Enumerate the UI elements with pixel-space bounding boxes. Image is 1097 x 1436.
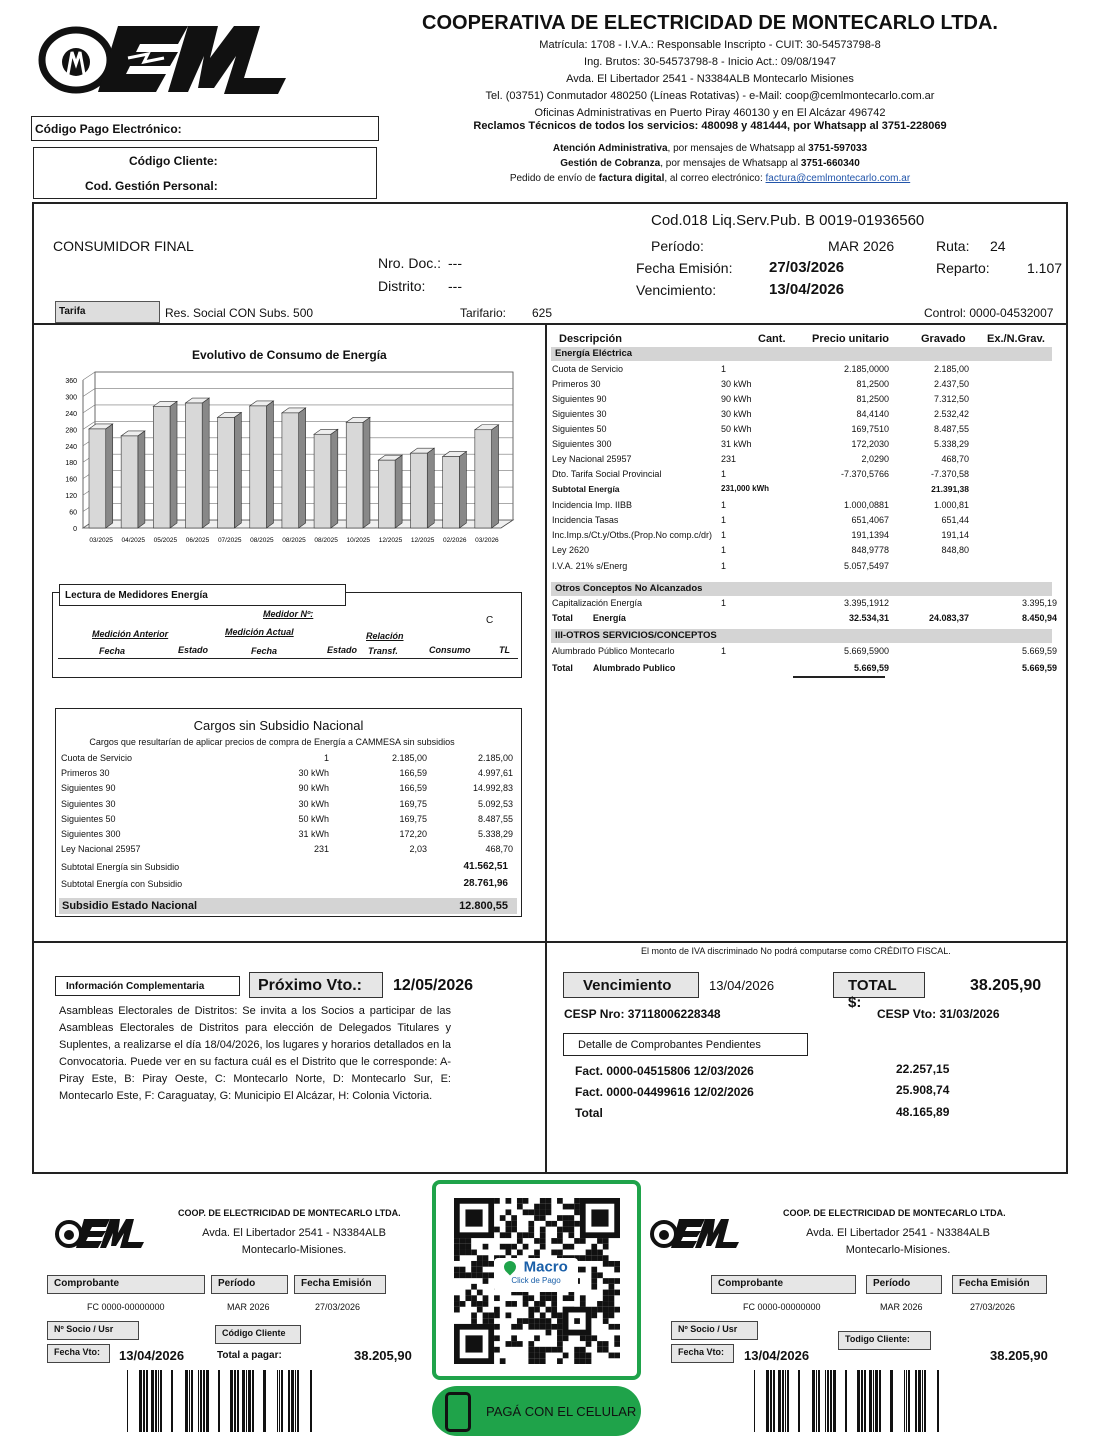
subsidio-cell: 5.092,53: [477, 798, 513, 809]
medidor-label: Medidor Nº:: [263, 609, 314, 619]
venc-box-value: 13/04/2026: [709, 978, 775, 993]
y-tick-label: 300: [65, 394, 77, 402]
stub-em: 27/03/2026: [315, 1302, 361, 1312]
subsidio-row: [61, 783, 513, 798]
detail-header: Gravado: [921, 333, 966, 345]
y-tick-label: 180: [65, 460, 77, 468]
pend-2-amount: 25.908,74: [896, 1083, 950, 1097]
prox-vto-value: 12/05/2026: [393, 977, 474, 994]
detail-cell: 1: [721, 530, 727, 541]
estado-value: 12.800,55: [459, 900, 508, 912]
detail-cell: 5.669,59: [1021, 663, 1057, 673]
detail-cell: 5.338,29: [933, 439, 969, 449]
macro-sub: Click de Pago: [511, 1276, 561, 1285]
detail-cell: 2,0290: [861, 454, 889, 464]
stub-name: COOP. DE ELECTRICIDAD DE MONTECARLO LTDA.: [178, 1208, 401, 1218]
iva-note: El monto de IVA discriminado No podrá computarse como CRÉDITO FISCAL.: [641, 946, 951, 956]
subsidio-cell: Siguientes 90: [61, 783, 116, 794]
tarifario-label: Tarifario:: [460, 306, 507, 320]
detail-header: Descripción: [559, 333, 622, 345]
detail-cell: 90 kWh: [721, 394, 752, 404]
barcode: [121, 1370, 313, 1432]
subsidio-cell: 166,59: [399, 783, 427, 794]
stub-logo-right: [649, 1215, 741, 1256]
subsidio-cell: Ley Nacional 25957: [61, 844, 141, 855]
periodo-value: MAR 2026: [828, 238, 895, 254]
ruta-label: Ruta:: [936, 238, 970, 254]
detail-cell: 2.185,00: [933, 364, 969, 374]
pedido-line: Pedido de envío de factura digital, al correo electrónico: factura@cemlmontecarlo.com.ar: [509, 173, 911, 184]
detail-cell: 848,80: [941, 545, 969, 556]
detail-cell: 1: [721, 545, 727, 556]
detail-cell: 1: [721, 646, 727, 656]
detail-cell: -7.370,58: [930, 469, 969, 479]
bar: [153, 401, 177, 528]
actual-label: Medición Actual: [225, 627, 294, 637]
detail-cell: 169,7510: [851, 424, 889, 434]
macro-brand: Macro: [523, 1258, 568, 1276]
stub-vto-right: 13/04/2026: [744, 1348, 810, 1363]
y-tick-label: 160: [65, 476, 77, 484]
detail-cell: Ley 2620: [552, 545, 590, 556]
total-energia-label: Total Energía: [552, 613, 626, 623]
consumption-chart: [55, 368, 515, 553]
detail-cell: 7.312,50: [933, 394, 969, 404]
subsidio-cell: Siguientes 300: [61, 829, 121, 839]
detail-cell: 1.000,81: [933, 499, 969, 510]
codigo-pago-box: Código Pago Electrónico:: [31, 116, 379, 141]
x-tick-label: 05/2025: [153, 537, 178, 544]
venc-box-label: Vencimiento: [563, 972, 699, 998]
detail-cell: 231,000 kWh: [721, 483, 770, 493]
detail-cell: Subtotal Energía: [552, 483, 620, 494]
detail-cell: Dto. Tarifa Social Provincial: [552, 469, 662, 479]
detail-cell: 651,4067: [851, 514, 889, 525]
sin-label: Subtotal Energía sin Subsidio: [61, 862, 180, 872]
subsidio-row: [61, 844, 513, 859]
email-link[interactable]: factura@cemlmontecarlo.com.ar: [765, 173, 911, 184]
subsidio-cell: 31 kWh: [298, 829, 329, 839]
subsidio-box: [55, 708, 522, 917]
stub-comp-right: FC 0000-00000000: [743, 1302, 821, 1312]
info-label: Información Complementaria: [55, 976, 240, 996]
detail-cell: 651,44: [941, 514, 969, 525]
detail-cell: 84,4140: [856, 409, 889, 419]
subsidio-cell: 169,75: [399, 798, 427, 809]
company-logo: [38, 18, 290, 100]
x-tick-label: 07/2025: [217, 537, 242, 544]
invoice-code: Cod.018 Liq.Serv.Pub. B 0019-01936560: [651, 212, 925, 229]
detail-cell: 32.534,31: [848, 613, 889, 623]
meter-col: Estado: [178, 645, 209, 655]
meter-c: C: [486, 615, 494, 626]
subsidio-title: Cargos sin Subsidio Nacional: [193, 718, 364, 733]
detail-header: Ex./N.Grav.: [987, 333, 1045, 345]
detail-cell: 81,2500: [856, 379, 889, 389]
stub-per: MAR 2026: [227, 1302, 270, 1312]
codigo-cliente-label: Código Cliente:: [129, 154, 218, 168]
detail-cell: Cuota de Servicio: [552, 364, 624, 374]
stub-em-label-right: Fecha Emisión: [952, 1275, 1047, 1294]
cobranza-line: Gestión de Cobranza, por mensajes de Whatsapp al 3751-660340: [560, 158, 860, 169]
atencion-line: Atención Administrativa, por mensajes de Whatsapp al 3751-597033: [552, 143, 868, 154]
subsidio-cell: 231: [313, 844, 329, 855]
detail-cell: 5.669,5900: [843, 646, 889, 656]
nro-doc-label: Nro. Doc.:: [378, 255, 442, 271]
detail-cell: -7.370,5766: [840, 469, 889, 479]
subsidio-row: [61, 829, 513, 844]
x-tick-label: 08/2025: [250, 537, 274, 544]
subsidio-cell: Primeros 30: [61, 768, 110, 779]
con-value: 28.761,96: [463, 878, 508, 889]
pend-2: Fact. 0000-04499616 12/02/2026: [575, 1085, 754, 1099]
detail-cell: Inc.Imp.s/Ct.y/Otbs.(Prop.No comp.c/dr): [552, 530, 713, 541]
stub-per-label-right: Período: [866, 1275, 942, 1294]
detail-cell: 172,2030: [851, 439, 889, 449]
meter-col: TL: [499, 645, 510, 655]
subsidio-cell: 30 kWh: [298, 768, 329, 779]
meter-col: Fecha: [251, 646, 278, 656]
detail-cell: 81,2500: [856, 394, 889, 404]
detalle-label: Detalle de Comprobantes Pendientes: [563, 1033, 808, 1056]
stub-name-right: COOP. DE ELECTRICIDAD DE MONTECARLO LTDA.: [783, 1208, 1006, 1218]
consumidor: CONSUMIDOR FINAL: [53, 238, 194, 254]
x-tick-label: 08/2025: [314, 537, 338, 544]
bar: [443, 451, 467, 528]
company-name: COOPERATIVA DE ELECTRICIDAD DE MONTECARLO LTDA.: [422, 12, 998, 34]
bar: [250, 401, 274, 528]
detail-cell: 8.487,55: [933, 424, 969, 434]
detail-cell: 30 kWh: [721, 379, 752, 389]
detail-cell: 1: [721, 499, 727, 510]
stub-comp: FC 0000-00000000: [87, 1302, 165, 1312]
subsidio-cell: Siguientes 50: [61, 813, 116, 824]
subsidio-cell: 1: [323, 753, 329, 763]
detail-table: [549, 332, 1059, 682]
x-tick-label: 10/2025: [346, 537, 371, 544]
company-line: Matrícula: 1708 - I.V.A.: Responsable Inscripto - CUIT: 30-54573798-8: [539, 39, 881, 51]
meter-col: Fecha: [99, 646, 126, 656]
detail-cell: 1: [721, 469, 727, 479]
meter-col: Transf.: [368, 646, 398, 656]
detail-cell: Alumbrado Público Montecarlo: [552, 646, 675, 656]
bar: [185, 398, 209, 528]
stub-addr-right: Avda. El Libertador 2541 - N3384ALB Montecarlo-Misiones.: [806, 1227, 990, 1256]
y-tick-label: 0: [73, 526, 77, 533]
detail-cell: Siguientes 30: [552, 409, 607, 419]
emision-value: 27/03/2026: [769, 259, 845, 276]
anterior-label: Medición Anterior: [92, 629, 169, 639]
relacion-label: Relación: [366, 631, 404, 641]
bar: [378, 455, 402, 528]
subsidio-cell: 2,03: [409, 844, 427, 855]
x-tick-label: 08/2025: [282, 537, 306, 544]
stub-total: 38.205,90: [354, 1348, 412, 1363]
subsidio-cell: 50 kWh: [298, 813, 329, 824]
y-tick-label: 280: [65, 427, 77, 435]
detail-cell: 3.395,1912: [843, 598, 889, 608]
detail-cell: 1.000,0881: [843, 499, 889, 510]
subsidio-cell: 169,75: [399, 813, 427, 824]
tarifa-value: Res. Social CON Subs. 500: [165, 306, 314, 320]
venc-value: 13/04/2026: [769, 281, 845, 298]
stub-per-right: MAR 2026: [880, 1302, 923, 1312]
bar: [346, 417, 370, 528]
prox-vto-label: Próximo Vto.:: [249, 972, 383, 998]
total-value: 38.205,90: [970, 977, 1042, 994]
detail-cell: 468,70: [941, 454, 969, 464]
section-energia: Energía Eléctrica: [551, 347, 1052, 361]
bar: [121, 431, 145, 528]
bar: [475, 425, 499, 528]
subsidio-cell: 2.185,00: [477, 753, 513, 763]
phone-icon: [445, 1392, 471, 1432]
x-tick-label: 04/2025: [121, 537, 145, 544]
x-tick-label: 02/2026: [443, 537, 467, 544]
detail-cell: 1: [721, 598, 727, 608]
detail-cell: Capitalización Energía: [552, 598, 643, 608]
macro-pin-icon: [502, 1258, 519, 1275]
detail-cell: 8.450,94: [1021, 613, 1057, 623]
subsidio-cell: 4.997,61: [477, 768, 513, 779]
nro-doc-value: ---: [448, 255, 462, 271]
subsidio-cell: 5.338,29: [477, 829, 513, 839]
subsidio-cell: 14.992,83: [472, 783, 513, 794]
detail-cell: Siguientes 90: [552, 394, 607, 404]
pend-total-label: Total: [575, 1106, 603, 1120]
chart-title: Evolutivo de Consumo de Energía: [192, 348, 387, 362]
pend-1-amount: 22.257,15: [896, 1062, 950, 1076]
total-box-label: TOTAL $:: [833, 972, 925, 998]
detail-cell: 1: [721, 514, 727, 525]
company-line: Avda. El Libertador 2541 - N3384ALB Montecarlo Misiones: [566, 73, 854, 85]
bar: [314, 429, 338, 528]
subsidio-cell: 90 kWh: [298, 783, 329, 794]
meter-col: Estado: [327, 645, 358, 655]
stub-pagar-label: Total a pagar:: [217, 1350, 282, 1361]
company-line: Oficinas Administrativas en Puerto Piray 460130 y en El Alcázar 496742: [534, 107, 886, 119]
info-text: Asambleas Electorales de Distritos: Se invita a los Socios a participar de las Asambleas Electorales de Distritos para elección de Delegados Titulares y Suplentes, a realizarse el día 18/04/2026, los lugares y horarios detallados en la Convocatoria. Puede ver en su factura cuál es el Distrito que le corresponde: A-Piray Este, B: Piray Oeste, C: Montecarlo Norte, D: Montecarlo Sur, E: Montecarlo Este, F: Caraguatay, G: Municipio El Alcázar, H: Colonia Victoria.: [59, 1005, 451, 1102]
detail-cell: 5.669,59: [853, 663, 889, 673]
bar: [411, 448, 435, 528]
subsidio-cell: Cuota de Servicio: [61, 753, 133, 763]
detail-cell: I.V.A. 21% s/Energ: [552, 560, 628, 571]
pay-mobile-button[interactable]: [432, 1386, 641, 1436]
stub-socio-label-right: Nº Socio / Usr: [671, 1321, 758, 1340]
company-line: Tel. (03751) Conmutador 480250 (Líneas Rotativas) - e-Mail: coop@cemlmontecarlo.com.ar: [485, 90, 935, 102]
subsidio-cell: 8.487,55: [477, 813, 513, 824]
stub-vto-label: Fecha Vto:: [47, 1344, 110, 1363]
subsidio-subtitle: Cargos que resultarían de aplicar precios de compra de Energía a CAMMESA sin subsidios: [89, 737, 455, 747]
pend-total: 48.165,89: [896, 1105, 950, 1119]
y-tick-label: 60: [69, 509, 77, 517]
detail-cell: 848,9778: [851, 545, 889, 556]
stub-comp-label: Comprobante: [47, 1275, 205, 1294]
detail-header: Precio unitario: [812, 333, 890, 345]
detail-cell: 2.185,0000: [843, 364, 889, 374]
reparto-value: 1.107: [1027, 260, 1063, 276]
reparto-label: Reparto:: [936, 260, 990, 276]
detail-cell: 31 kWh: [721, 439, 752, 449]
barcode: [748, 1370, 940, 1432]
codigo-cliente-box: [33, 147, 377, 199]
detail-cell: 1: [721, 364, 727, 374]
subsidio-cell: 468,70: [485, 844, 513, 855]
stub-em-label: Fecha Emisión: [294, 1275, 386, 1294]
stub-comp-label-right: Comprobante: [711, 1275, 856, 1294]
meters-title: Lectura de Medidores Energía: [59, 584, 346, 606]
x-tick-label: 03/2025: [89, 537, 113, 544]
distrito-label: Distrito:: [378, 278, 426, 294]
cesp-vto: CESP Vto: 31/03/2026: [877, 1007, 1000, 1021]
pend-1: Fact. 0000-04515806 12/03/2026: [575, 1064, 754, 1078]
detail-cell: 5.057,5497: [843, 560, 889, 571]
stub-cliente-label: Código Cliente: [215, 1325, 301, 1344]
cesp-nro: CESP Nro: 37118006228348: [564, 1007, 721, 1021]
detail-cell: 3.395,19: [1021, 598, 1057, 608]
y-tick-label: 240: [65, 410, 77, 418]
emision-label: Fecha Emisión:: [636, 260, 733, 276]
subsidio-cell: Siguientes 30: [61, 798, 116, 809]
codigo-gestion-label: Cod. Gestión Personal:: [85, 179, 218, 193]
stub-addr: Avda. El Libertador 2541 - N3384ALB Montecarlo-Misiones.: [202, 1227, 386, 1256]
macro-badge: [494, 1258, 578, 1292]
y-tick-label: 120: [65, 493, 77, 501]
x-tick-label: 03/2026: [475, 537, 499, 544]
detail-cell: 2.532,42: [933, 409, 969, 419]
meter-col: Consumo: [429, 645, 471, 655]
stub-logo: [54, 1215, 146, 1256]
detail-cell: Siguientes 50: [552, 424, 607, 434]
detail-cell: Siguientes 300: [552, 439, 612, 449]
subsidio-cell: 2.185,00: [391, 753, 427, 763]
y-tick-label: 240: [65, 443, 77, 451]
x-tick-label: 12/2025: [378, 537, 403, 544]
reclamos-line: Reclamos Técnicos de todos los servicios: 480098 y 481444, por Whatsapp al 3751-228069: [473, 120, 947, 132]
subsidio-cell: 166,59: [399, 768, 427, 779]
x-tick-label: 06/2025: [185, 537, 210, 544]
venc-label: Vencimiento:: [636, 282, 717, 298]
pay-mobile-label: PAGÁ CON EL CELULAR: [486, 1404, 637, 1419]
sin-value: 41.562,51: [463, 861, 508, 872]
stub-todigo-label: Todigo Cliente:: [838, 1331, 931, 1350]
distrito-value: ---: [448, 278, 462, 294]
stub-em-right: 27/03/2026: [970, 1302, 1016, 1312]
detail-cell: 21.391,38: [931, 483, 969, 494]
stub-vto: 13/04/2026: [119, 1348, 185, 1363]
tarifario-value: 625: [532, 306, 553, 320]
detail-cell: 24.083,37: [928, 613, 969, 623]
x-tick-label: 12/2025: [410, 537, 435, 544]
section-servicios: III-OTROS SERVICIOS/CONCEPTOS: [551, 629, 1052, 643]
subsidio-row: [61, 753, 513, 768]
stub-total-right: 38.205,90: [990, 1348, 1048, 1363]
company-info: [360, 37, 1060, 122]
bar: [89, 424, 113, 528]
con-label: Subtotal Energía con Subsidio: [61, 879, 183, 889]
detail-cell: 191,14: [941, 530, 969, 541]
bar: [218, 412, 242, 528]
detail-cell: 50 kWh: [721, 424, 752, 434]
contact-lines: [360, 141, 1060, 186]
subsidio-row: [61, 768, 513, 783]
detail-cell: 231: [721, 454, 737, 464]
subsidio-cell: 172,20: [399, 829, 427, 839]
stub-socio-label: Nº Socio / Usr: [47, 1321, 139, 1340]
control: Control: 0000-04532007: [924, 306, 1054, 320]
tarifa-label: Tarifa: [55, 301, 160, 323]
subsidio-row: [61, 814, 513, 829]
periodo-label: Período:: [651, 238, 704, 254]
ruta-value: 24: [990, 238, 1006, 254]
detail-cell: 2.437,50: [933, 379, 969, 389]
y-tick-label: 360: [65, 378, 77, 385]
detail-cell: 5.669,59: [1021, 646, 1057, 656]
subsidio-row: [61, 799, 513, 814]
stub-per-label: Período: [211, 1275, 288, 1294]
bar: [282, 408, 306, 528]
company-line: Ing. Brutos: 30-54573798-8 - Inicio Act.: 09/08/1947: [584, 56, 836, 68]
detail-header: Cant.: [758, 333, 786, 345]
total-alumbrado-label: Total Alumbrado Publico: [552, 663, 676, 673]
estado-label: Subsidio Estado Nacional: [62, 900, 198, 912]
stub-vto-label-right: Fecha Vto:: [671, 1344, 734, 1363]
detail-cell: Primeros 30: [552, 379, 601, 389]
section-otros: Otros Conceptos No Alcanzados: [551, 582, 1052, 596]
detail-cell: Ley Nacional 25957: [552, 454, 632, 464]
detail-cell: 1: [721, 560, 727, 571]
detail-cell: 191,1394: [851, 530, 889, 541]
detail-cell: Incidencia Tasas: [552, 514, 619, 525]
detail-cell: Incidencia Imp. IIBB: [552, 499, 633, 510]
subsidio-cell: 30 kWh: [298, 798, 329, 809]
detail-cell: 30 kWh: [721, 409, 752, 419]
